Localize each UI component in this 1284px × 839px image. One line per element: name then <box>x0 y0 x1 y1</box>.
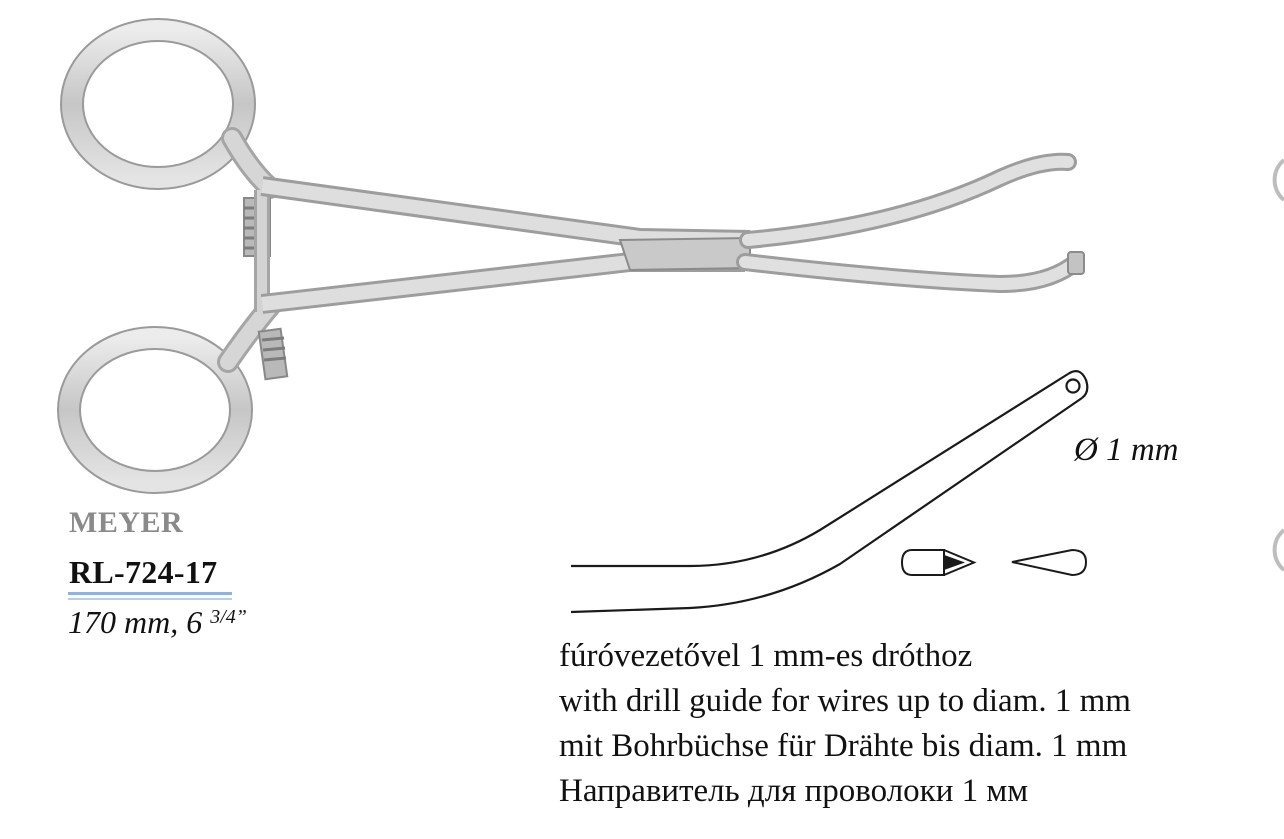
code-underline <box>68 592 232 600</box>
edge-decoration <box>1275 160 1284 200</box>
edge-decoration <box>1275 530 1284 570</box>
product-code: RL-724-17 <box>69 554 218 590</box>
diameter-label: Ø 1 mm <box>1074 432 1179 468</box>
description-hungarian: fúróvezetővel 1 mm-es dróthoz <box>559 638 973 674</box>
drill-guide-drawing <box>571 371 1087 612</box>
product-size <box>68 604 247 641</box>
wire-tip-icon <box>1012 550 1086 575</box>
brand-name: MEYER <box>69 506 184 539</box>
reduction-forceps-icon <box>69 30 1084 482</box>
size-fraction: 3/4” <box>210 606 247 628</box>
description-russian: Направитель для проволоки 1 мм <box>559 773 1029 809</box>
description-block <box>559 634 1131 814</box>
description-german: mit Bohrbüchse für Drähte bis diam. 1 mm <box>559 728 1128 764</box>
drill-guide-tip-icon <box>902 550 974 575</box>
size-main: 170 mm, 6 <box>68 604 211 640</box>
description-english: with drill guide for wires up to diam. 1 mm <box>559 683 1131 719</box>
